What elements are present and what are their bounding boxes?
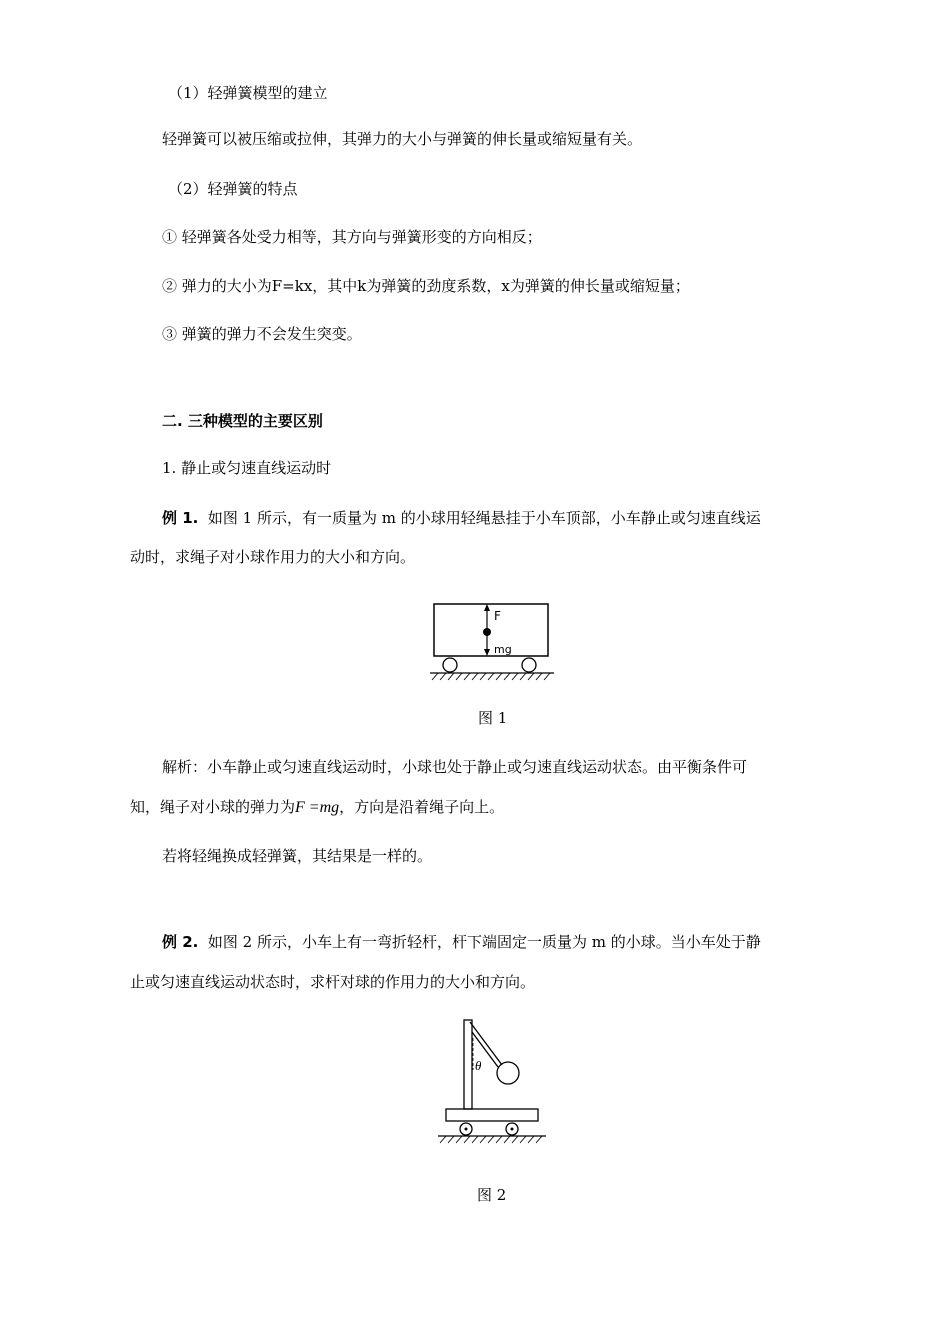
example2-line1 — [162, 931, 761, 953]
example2-label: 例 2. — [162, 933, 199, 951]
analysis-line2 — [130, 796, 504, 819]
feature-point-3: ③ 弹簧的弹力不会发生突变。 — [162, 325, 362, 343]
angle-theta-label: θ — [475, 1058, 482, 1073]
vertical-rod — [464, 1020, 472, 1109]
example2-text-line1: 如图 2 所示，小车上有一弯折轻杆，杆下端固定一质量为 m 的小球。当小车处于静 — [207, 933, 761, 951]
feature-point-2: ② 弹力的大小为F=kx，其中k为弹簧的劲度系数，x为弹簧的伸长量或缩短量； — [162, 277, 690, 295]
cart-body — [434, 604, 548, 656]
ground-hatching — [440, 1136, 542, 1143]
example1-line1 — [162, 507, 761, 529]
section-subheading: 1. 静止或匀速直线运动时 — [162, 459, 332, 477]
wheel-right — [522, 658, 536, 672]
force-arrow-up — [484, 604, 490, 611]
example2-text-line2: 止或匀速直线运动状态时，求杆对球的作用力的大小和方向。 — [130, 973, 536, 991]
wheel-right-axle — [511, 1128, 514, 1131]
figure-2-caption: 图 2 — [477, 1186, 507, 1204]
ball — [497, 1062, 519, 1084]
analysis-formula: F =mg — [295, 799, 340, 816]
wheel-left — [443, 658, 457, 672]
figure-1-cart-diagram — [428, 600, 556, 685]
wheel-left-axle — [465, 1128, 468, 1131]
analysis-line2-pre: 知，绳子对小球的弹力为 — [130, 798, 296, 816]
example1-text-line2: 动时，求绳子对小球作用力的大小和方向。 — [130, 548, 416, 566]
cart-platform — [446, 1109, 538, 1121]
example1-text-line1: 如图 1 所示，有一质量为 m 的小球用轻绳悬挂于小车顶部，小车静止或匀速直线运 — [207, 509, 761, 527]
example1-label: 例 1. — [162, 509, 199, 527]
figure-1-caption: 图 1 — [478, 709, 508, 727]
ball — [483, 628, 491, 636]
subsection-title-features: （2）轻弹簧的特点 — [168, 180, 298, 198]
analysis-line1: 解析：小车静止或匀速直线运动时，小球也处于静止或匀速直线运动状态。由平衡条件可 — [162, 758, 748, 776]
force-arrow-down — [484, 649, 490, 656]
section-heading: 二. 三种模型的主要区别 — [162, 412, 323, 430]
subsection-title-model: （1）轻弹簧模型的建立 — [168, 84, 328, 102]
analysis-line2-post: ，方向是沿着绳子向上。 — [339, 798, 505, 816]
analysis-note: 若将轻绳换成轻弹簧，其结果是一样的。 — [162, 847, 433, 865]
force-label-f: F — [494, 609, 501, 623]
paragraph-model-description: 轻弹簧可以被压缩或拉伸，其弹力的大小与弹簧的伸长量或缩短量有关。 — [162, 130, 643, 148]
feature-point-1: ① 轻弹簧各处受力相等，其方向与弹簧形变的方向相反； — [162, 228, 542, 246]
force-label-mg: mg — [494, 643, 512, 656]
ground-hatching — [432, 673, 550, 680]
figure-2-bent-rod-cart-diagram — [436, 1018, 548, 1148]
